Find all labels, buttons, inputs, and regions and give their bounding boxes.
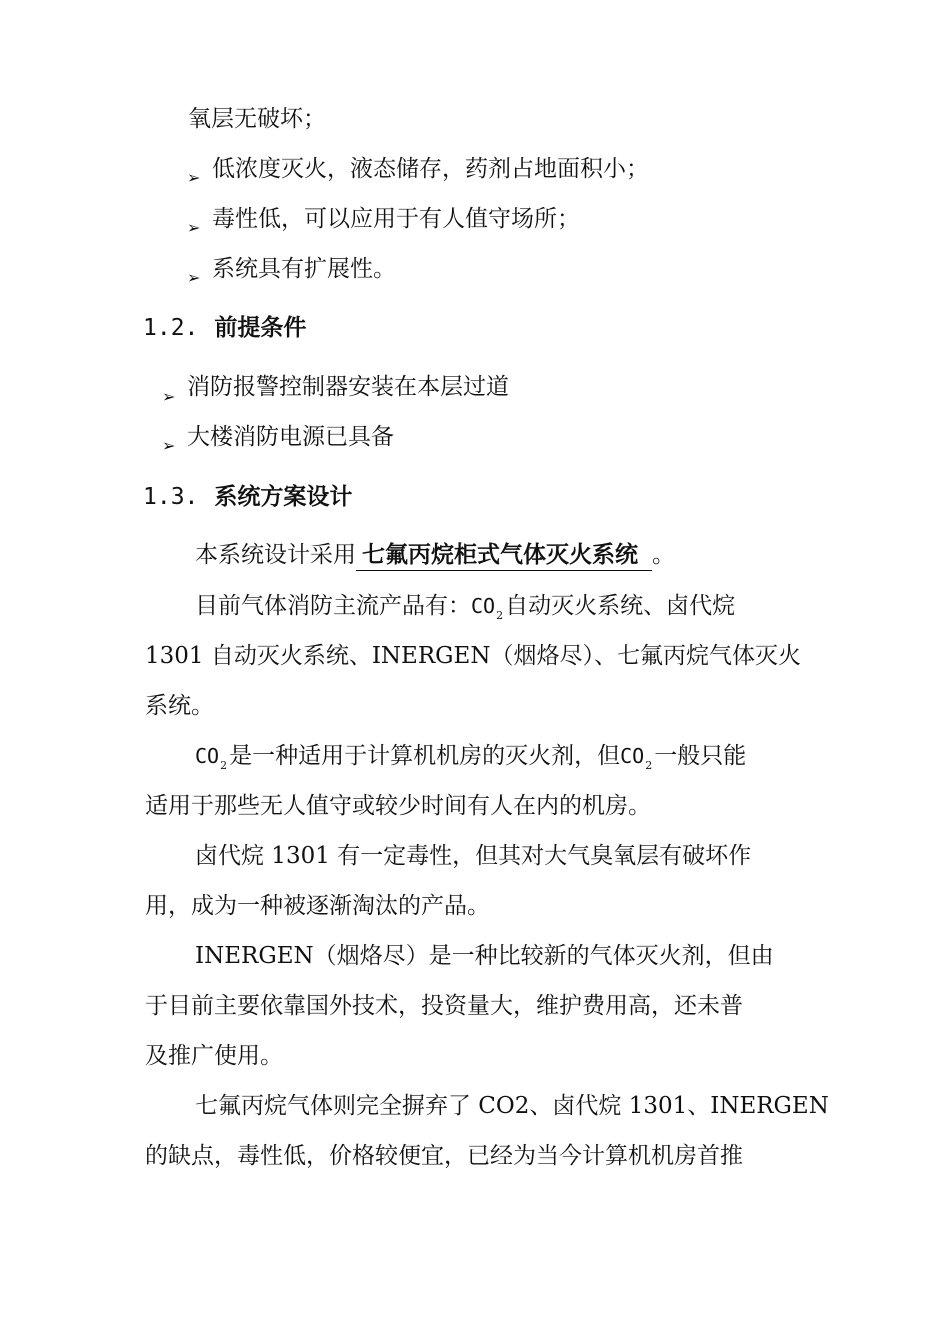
bullet-item: 消防报警控制器安装在本层过道 [187, 374, 509, 400]
section-heading-1-3 [143, 482, 352, 512]
paragraph-co2-line1: $CO_2$是一种适用于计算机机房的灭火剂，但$CO_2$一般只能 [195, 743, 747, 772]
paragraph-co2-line2: 适用于那些无人值守或较少时间有人在内的机房。 [145, 793, 651, 819]
paragraph-products-line3: 系统。 [145, 693, 214, 719]
bullet-arrow-icon: ➢ [162, 387, 176, 406]
bullet-item: 毒性低，可以应用于有人值守场所； [212, 206, 580, 232]
paragraph-inergen-line3: 及推广使用。 [145, 1043, 283, 1069]
section-title: 系统方案设计 [214, 483, 353, 510]
paragraph-products-line2: 1301 自动灭火系统、INERGEN（烟烙尽）、七氟丙烷气体灭火 [145, 643, 801, 669]
paragraph-halon-line2: 用，成为一种被逐渐淘汰的产品。 [145, 893, 490, 919]
underlined-system-name: 七氟丙烷柜式气体灭火系统 [356, 540, 652, 571]
bullet-item: 大楼消防电源已具备 [187, 424, 394, 450]
top-line: 氧层无破坏； [188, 106, 326, 132]
bullet-arrow-icon: ➢ [187, 268, 201, 287]
bullet-arrow-icon: ➢ [187, 218, 201, 237]
section-heading-1-2 [143, 313, 306, 343]
paragraph-products-line1: 目前气体消防主流产品有：$CO_2$自动灭火系统、卤代烷 [195, 593, 736, 622]
bullet-arrow-icon: ➢ [162, 436, 176, 455]
paragraph-inergen-line2: 于目前主要依靠国外技术，投资量大，维护费用高，还未普 [145, 993, 743, 1019]
section-number: 1.2. [143, 315, 199, 341]
paragraph-hfc-line2: 的缺点，毒性低，价格较便宜，已经为当今计算机机房首推 [145, 1143, 743, 1169]
section-title: 前提条件 [214, 314, 307, 341]
paragraph-hfc-line1: 七氟丙烷气体则完全摒弃了 CO2、卤代烷 1301、INERGEN [195, 1093, 829, 1119]
paragraph-system-choice: 本系统设计采用 七氟丙烷柜式气体灭火系统 。 [195, 540, 675, 571]
bullet-item: 低浓度灭火，液态储存，药剂占地面积小； [212, 156, 649, 182]
paragraph-inergen-line1: INERGEN（烟烙尽）是一种比较新的气体灭火剂，但由 [195, 943, 774, 969]
bullet-item: 系统具有扩展性。 [212, 256, 396, 282]
paragraph-halon-line1: 卤代烷 1301 有一定毒性，但其对大气臭氧层有破坏作 [195, 843, 752, 869]
section-number: 1.3. [143, 484, 199, 510]
bullet-arrow-icon: ➢ [187, 168, 201, 187]
